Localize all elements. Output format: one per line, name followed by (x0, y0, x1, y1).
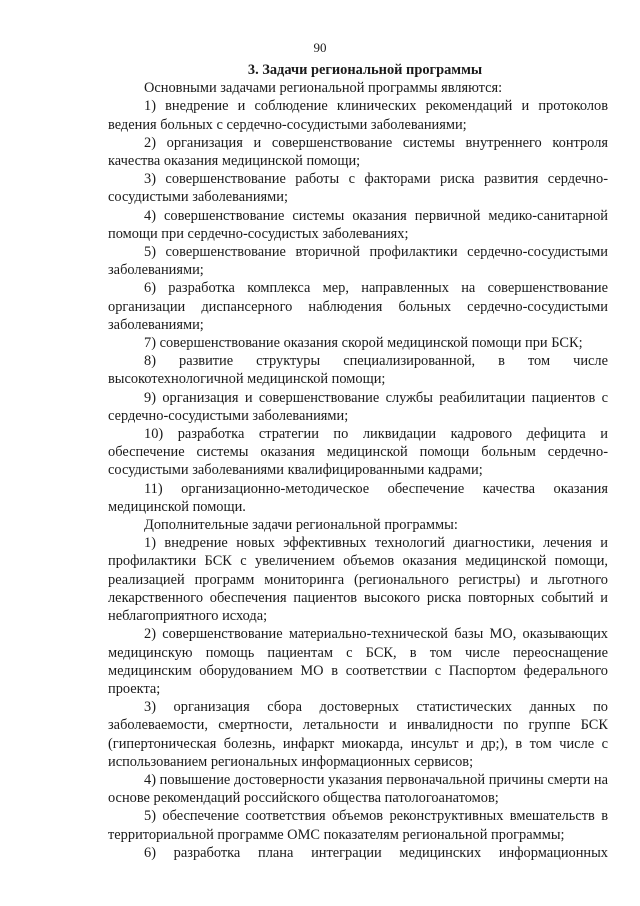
paragraph-task-9: 9) организация и совершенствование службы реабилитации пациентов с сердечно-сосудистыми заболеваниями; (108, 389, 608, 424)
paragraph-additional-5: 5) обеспечение соответствия объемов реконструктивных вмешательств в территориальной программе ОМС показателям региональной программы; (108, 808, 608, 843)
paragraph-additional-3: 3) организация сбора достоверных статистических данных по заболеваемости, смертности, летальности и инвалидности по группе БСК (гипертоническая болезнь, инфаркт миокарда, инсульт и др;), в том числе с использованием региональных информационных сервисов; (108, 699, 608, 770)
paragraph-additional-intro: Дополнительные задачи региональной программы: (144, 517, 458, 534)
section-heading: 3. Задачи региональной программы (247, 62, 483, 78)
paragraph-task-6: 6) разработка комплекса мер, направленных на совершенствование организации диспансерного наблюдения больных сердечно-сосудистыми заболеваниями; (108, 280, 608, 333)
paragraph-task-1: 1) внедрение и соблюдение клинических рекомендаций и протоколов ведения больных с сердечно-сосудистыми заболеваниями; (108, 98, 608, 133)
paragraph-task-11: 11) организационно-методическое обеспечение качества оказания медицинской помощи. (108, 480, 608, 515)
paragraph-task-8: 8) развитие структуры специализированной, в том числе высокотехнологичной медицинской помощи; (108, 353, 608, 388)
paragraph-intro: Основными задачами региональной программы являются: (144, 80, 503, 97)
paragraph-task-2: 2) организация и совершенствование системы внутреннего контроля качества оказания медицинской помощи; (108, 134, 608, 170)
paragraph-task-5: 5) совершенствование вторичной профилактики сердечно-сосудистыми заболеваниями; (108, 244, 608, 279)
page-number: 90 (313, 40, 327, 55)
paragraph-additional-1: 1) внедрение новых эффективных технологий диагностики, лечения и профилактики БСК с увеличением объемов оказания медицинской помощи, реализацией программ мониторинга (регионального регистры) и льготного лекарственного обеспечения пациентов высокого риска повторных событий и неблагоприятного исхода; (108, 535, 608, 625)
paragraph-task-4: 4) совершенствование системы оказания первичной медико-санитарной помощи при сердечно-сосудистых заболеваниях; (108, 207, 608, 242)
paragraph-additional-2: 2) совершенствование материально-технической базы МО, оказывающих медицинскую помощь пациентам с БСК, в том числе переоснащение медицинским оборудованием МО в соответствии с Паспортом федерального проекта; (108, 626, 608, 697)
document-body (108, 61, 608, 862)
paragraph-task-7: 7) совершенствование оказания скорой медицинской помощи при БСК; (144, 335, 583, 352)
paragraph-additional-6: 6) разработка плана интеграции медицинских информационных (144, 844, 608, 861)
paragraph-task-3: 3) совершенствование работы с факторами риска развития сердечно-сосудистыми заболеваниями; (108, 171, 608, 206)
paragraph-task-10: 10) разработка стратегии по ликвидации кадрового дефицита и обеспечение системы оказания медицинской помощи больным сердечно-сосудистыми заболеваниями квалифицированными кадрами; (108, 426, 608, 479)
paragraph-additional-4: 4) повышение достоверности указания первоначальной причины смерти на основе рекомендаций российского общества патологоанатомов; (108, 771, 608, 807)
